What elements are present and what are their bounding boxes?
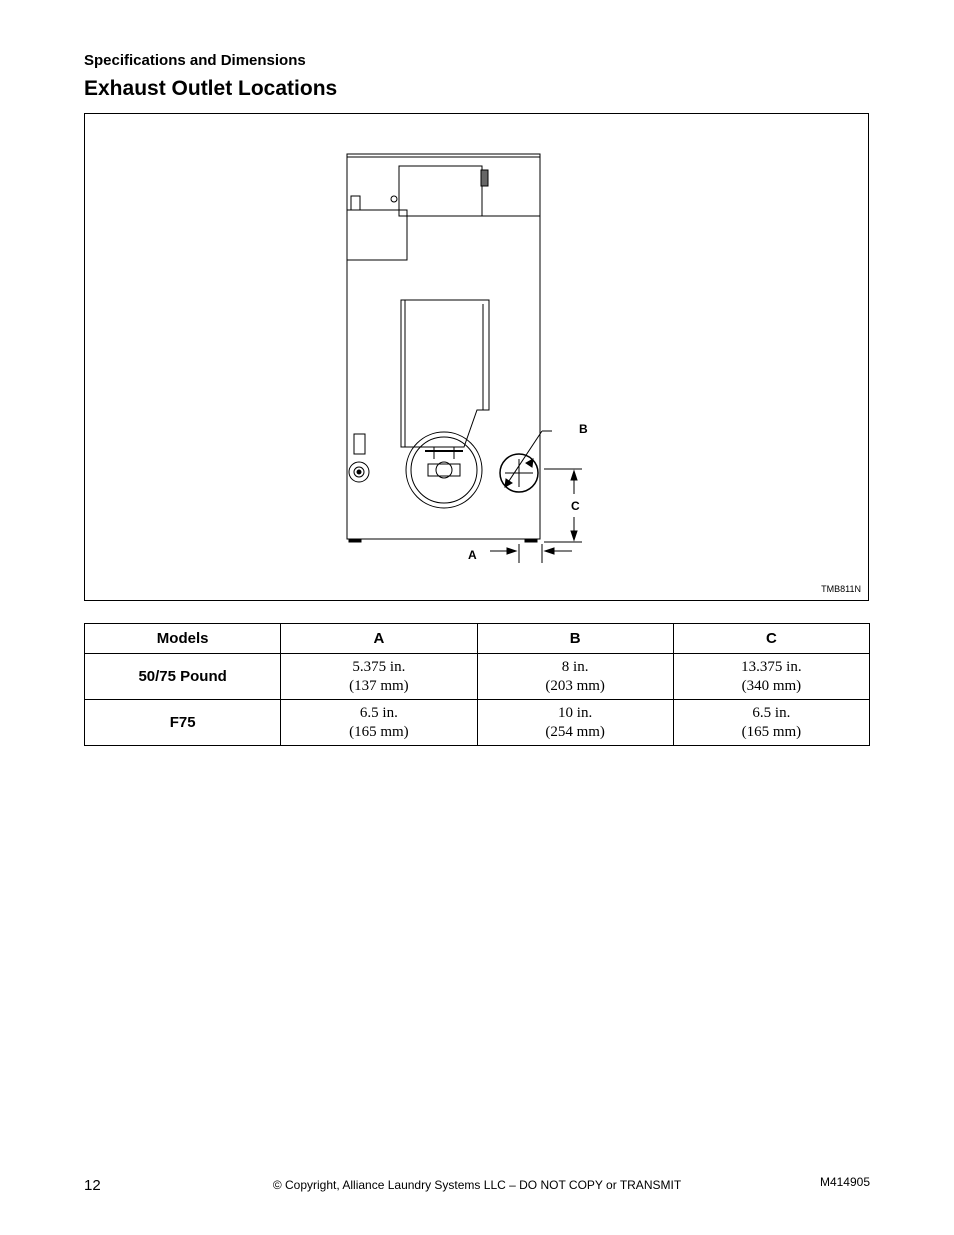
document-number: M414905	[819, 1175, 870, 1189]
value-cell-a: 5.375 in. (137 mm)	[281, 654, 477, 700]
dimension-label-b: B	[579, 422, 588, 436]
table-row	[85, 700, 870, 746]
model-cell: F75	[85, 700, 281, 746]
figure-code: TMB811N	[821, 584, 861, 594]
value-cell-c: 13.375 in. (340 mm)	[673, 654, 869, 700]
table-header-row	[85, 624, 870, 654]
value-cell-b: 10 in. (254 mm)	[477, 700, 673, 746]
dimensions-table	[84, 623, 870, 746]
figure-box	[84, 113, 869, 601]
value-cell-a: 6.5 in. (165 mm)	[281, 700, 477, 746]
section-label: Specifications and Dimensions	[84, 52, 306, 69]
value-cell-c: 6.5 in. (165 mm)	[673, 700, 869, 746]
washer-rear-view-drawing	[85, 114, 870, 602]
page-title: Exhaust Outlet Locations	[84, 77, 338, 100]
table-row	[85, 654, 870, 700]
model-cell: 50/75 Pound	[85, 654, 281, 700]
header-a: A	[281, 624, 477, 654]
dimension-label-c: C	[571, 499, 580, 513]
header-c: C	[673, 624, 869, 654]
value-cell-b: 8 in. (203 mm)	[477, 654, 673, 700]
dimension-label-a: A	[468, 548, 477, 562]
header-b: B	[477, 624, 673, 654]
copyright-notice: © Copyright, Alliance Laundry Systems LLC – DO NOT COPY or TRANSMIT	[272, 1178, 682, 1192]
header-models: Models	[85, 624, 281, 654]
page-number: 12	[84, 1177, 101, 1194]
